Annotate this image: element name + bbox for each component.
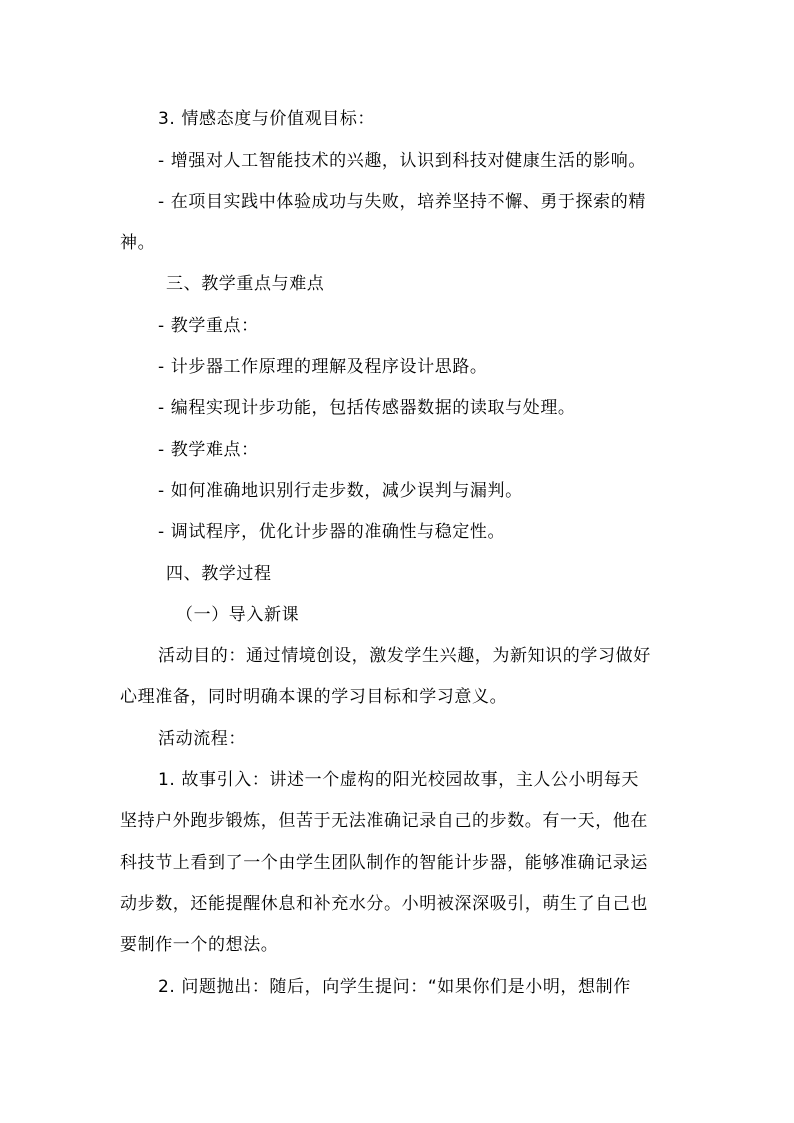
difficulty-1: - 如何准确地识别行走步数，减少误判与漏判。	[158, 481, 523, 501]
story-intro-line-1: 1. 故事引入：讲述一个虚构的阳光校园故事，主人公小明每天	[158, 770, 640, 790]
story-intro-line-4: 动步数，还能提醒休息和补充水分。小明被深深吸引，萌生了自己也	[120, 894, 648, 914]
activity-flow-label: 活动流程：	[158, 729, 246, 749]
bullet-project-practice: - 在项目实践中体验成功与失败，培养坚持不懈、勇于探索的精	[158, 192, 646, 212]
section-heading-process: 四、教学过程	[166, 564, 272, 584]
key-point-1: - 计步器工作原理的理解及程序设计思路。	[158, 357, 488, 377]
label-difficulties: - 教学难点：	[158, 440, 259, 460]
difficulty-2: - 调试程序，优化计步器的准确性与稳定性。	[158, 522, 506, 542]
activity-purpose: 活动目的：通过情境创设，激发学生兴趣，为新知识的学习做好	[158, 646, 651, 666]
label-key-points: - 教学重点：	[158, 316, 259, 336]
section-heading-key-points: 三、教学重点与难点	[166, 274, 325, 294]
bullet-project-practice-cont: 神。	[120, 233, 156, 253]
story-intro-line-2: 坚持户外跑步锻炼，但苦于无法准确记录自己的步数。有一天，他在	[120, 811, 648, 831]
activity-purpose-cont: 心理准备，同时明确本课的学习目标和学习意义。	[120, 687, 508, 707]
bullet-interest-ai: - 增强对人工智能技术的兴趣，认识到科技对健康生活的影响。	[158, 151, 646, 171]
section-3-heading: 3. 情感态度与价值观目标：	[158, 109, 376, 129]
key-point-2: - 编程实现计步功能，包括传感器数据的读取与处理。	[158, 398, 576, 418]
story-intro-line-3: 科技节上看到了一个由学生团队制作的智能计步器，能够准确记录运	[120, 853, 648, 873]
question-line-1: 2. 问题抛出：随后，向学生提问：“如果你们是小明，想制作	[158, 977, 631, 997]
subsection-intro: （一）导入新课	[176, 605, 300, 625]
story-intro-line-5: 要制作一个的想法。	[120, 935, 279, 955]
